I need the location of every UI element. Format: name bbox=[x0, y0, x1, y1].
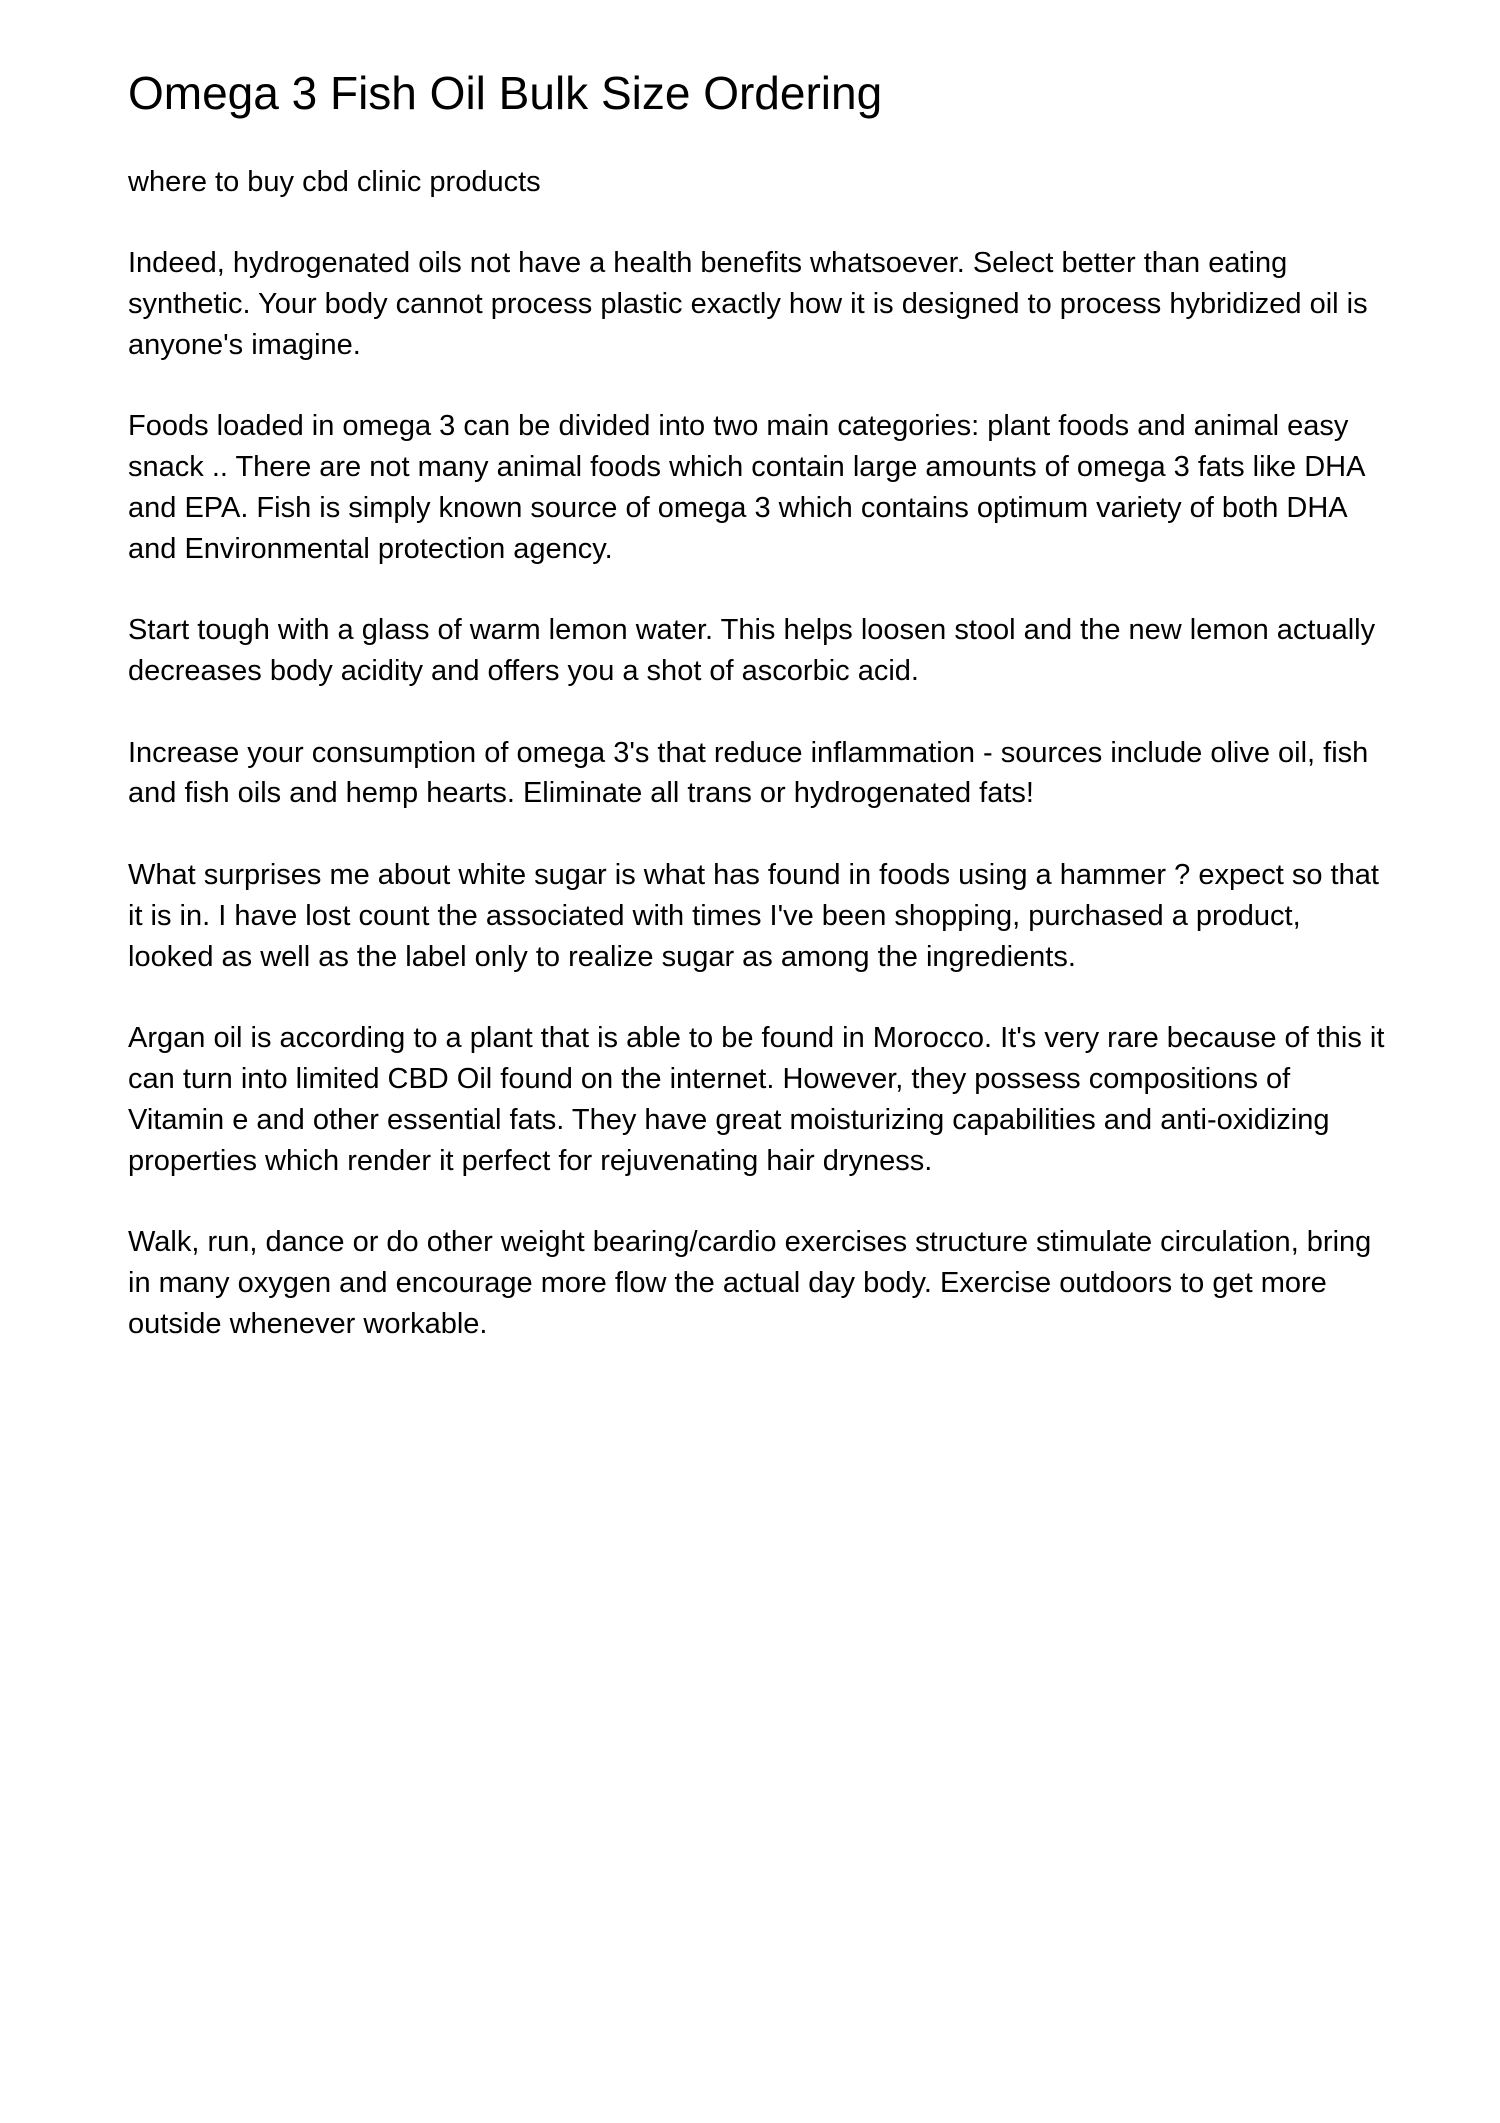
document-page bbox=[128, 62, 1388, 1385]
paragraph-4: Increase your consumption of omega 3's that reduce inflammation - sources include olive oil, fish and fish oils and hemp hearts. Eliminate all trans or hydrogenated fats! bbox=[128, 736, 1369, 810]
paragraph-7: Walk, run, dance or do other weight bearing/cardio exercises structure stimulate circulation, bring in many oxygen and encourage more flow the actual day body. Exercise outdoors to get more outside whenever workable. bbox=[128, 1226, 1372, 1340]
paragraph-6: Argan oil is according to a plant that is able to be found in Morocco. It's very rare because of this it can turn into limited CBD Oil found on the internet. However, they possess compositions of Vitamin e and other essential fats. They have great moisturizing capabilities and anti-oxidizing properties which render it perfect for rejuvenating hair dryness. bbox=[128, 1022, 1385, 1177]
page-title: Omega 3 Fish Oil Bulk Size Ordering bbox=[128, 67, 883, 119]
paragraph-3: Start tough with a glass of warm lemon water. This helps loosen stool and the new lemon actually decreases body acidity and offers you a shot of ascorbic acid. bbox=[128, 614, 1376, 687]
paragraph-1: Indeed, hydrogenated oils not have a health benefits whatsoever. Select better than eating synthetic. Your body cannot process plastic exactly how it is designed to process hybridized oil is anyone's imagine. bbox=[128, 247, 1368, 361]
paragraph-2: Foods loaded in omega 3 can be divided into two main categories: plant foods and animal easy snack .. There are not many animal foods which contain large amounts of omega 3 fats like DHA and EPA. Fish is simply known source of omega 3 which contains optimum variety of both DHA and Environmental protection agency. bbox=[128, 410, 1364, 565]
subtitle: where to buy cbd clinic products bbox=[128, 166, 541, 198]
paragraph-5: What surprises me about white sugar is what has found in foods using a hammer ? expect so that it is in. I have lost count the associated with times I've been shopping, purchased a product, looked as well as the label only to realize sugar as among the ingredients. bbox=[128, 858, 1379, 973]
